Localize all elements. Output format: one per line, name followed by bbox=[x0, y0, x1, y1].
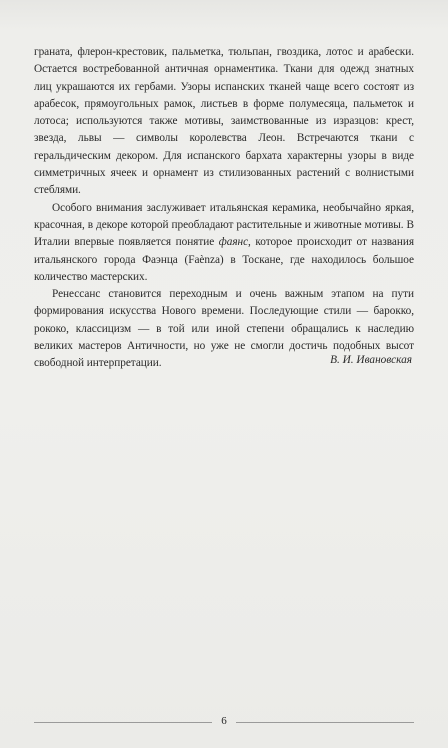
author-signature: В. И. Ивановская bbox=[330, 354, 412, 366]
paragraph-italian-ceramics bbox=[34, 200, 414, 286]
paragraph-ceramics-after: , которое происходит от названия итальянского города Фаэнца (Faènza) в Тоскане, где находилось большое количество мастерских. bbox=[34, 236, 415, 283]
term-faience: фаянс bbox=[218, 236, 249, 249]
paragraph-renaissance: Ренессанс становится переходным и очень важным этапом на пути формирования искусства Нового времени. Последующие стили — барокко, рококо, классицизм — в той или иной степени обращались к наследию великих мастеров Античности, но уже не смогли достичь подобных высот свободной интерпретации. bbox=[34, 288, 414, 370]
paragraph-ceramics-before: Особого внимания заслуживает итальянская керамика, необычайно яркая, красочная, в декоре которой преобладают растительные и животные мотивы. В Италии впервые появляется понятие bbox=[34, 201, 414, 249]
footer-rule-right bbox=[236, 722, 414, 723]
body-text bbox=[34, 44, 414, 373]
paragraph-ornament-textiles: граната, флерон-крестовик, пальметка, тюльпан, гвоздика, лотос и арабески. Остается востребованной античная орнаментика. Ткани для одежд знатных лиц украшаются их гербами. Узоры испанских тканей чаще всего состоят из арабесок, прямоугольных рамок, листьев в форме полумесяца, пальметок и лотоса; используются также мотивы, заимствованные из изразцов: крест, звезда, львы — символы королевства Леон. Встречаются ткани с геральдическим декором. Для испанского бархата характерны узоры в виде симметричных ячеек и орнамент из стилизованных растений с волнистыми стеблями. bbox=[34, 46, 414, 197]
page-footer bbox=[34, 716, 414, 728]
page-number: 6 bbox=[221, 715, 227, 727]
